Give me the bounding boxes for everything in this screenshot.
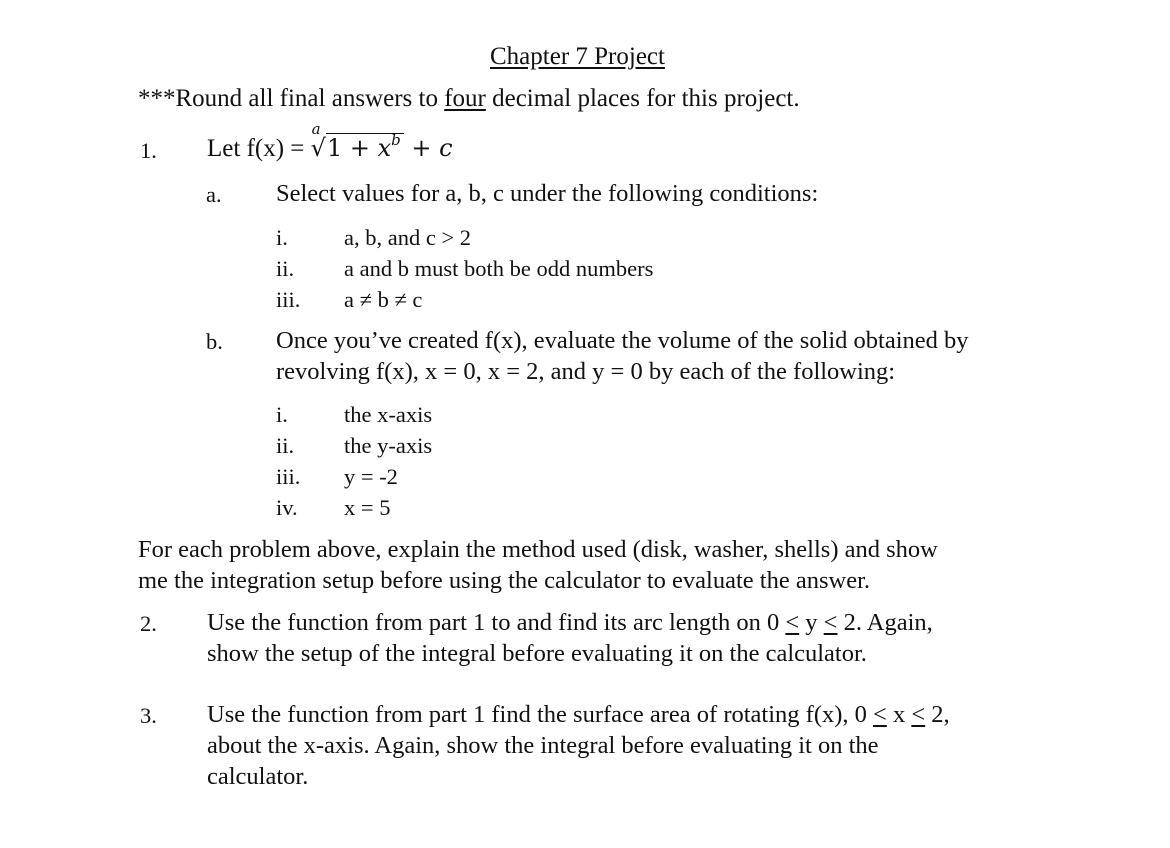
less-equal-symbol: < — [823, 609, 838, 636]
problem-2-line-1 — [207, 611, 933, 636]
problem-2-number: 2. — [140, 611, 157, 636]
function-formula — [310, 120, 453, 162]
axis-numeral: ii. — [276, 433, 295, 458]
problem-3-line-3: calculator. — [207, 763, 309, 790]
condition-text: a, b, and c > 2 — [344, 225, 472, 250]
nth-root: a $√1 + x^b$ — [311, 136, 404, 160]
problem-3-line-2: about the x-axis. Again, show the integral before evaluating it on the — [207, 732, 879, 759]
problem-2-variable: y — [799, 609, 824, 636]
axis-numeral: iii. — [276, 464, 301, 489]
root-index: a — [311, 120, 321, 138]
problem-3-number: 3. — [140, 703, 157, 728]
condition-numeral: ii. — [276, 256, 295, 281]
followup-line-1: For each problem above, explain the method used (disk, washer, shells) and show — [138, 536, 938, 563]
exponent: b — [391, 131, 401, 149]
problem-3-text-b: 2, — [925, 701, 950, 728]
function-let: Let f(x) = — [207, 135, 305, 162]
axis-text: x = 5 — [344, 495, 391, 520]
instruction-suffix: decimal places for this project. — [485, 85, 800, 112]
problem-1-function — [207, 120, 453, 162]
problem-3-line-1 — [207, 703, 950, 728]
problem-2-text-a: Use the function from part 1 to and find its arc length on 0 — [207, 609, 786, 636]
part-b-line-2: revolving f(x), x = 0, x = 2, and y = 0 by each of the following: — [276, 358, 896, 385]
problem-2-text-b: 2. Again, — [837, 609, 933, 636]
instruction-prefix: ***Round all final answers to — [138, 85, 445, 112]
part-a-text: Select values for a, b, c under the following conditions: — [276, 180, 819, 207]
less-equal-symbol: < — [785, 609, 800, 636]
problem-3-variable: x — [886, 701, 912, 728]
axis-numeral: iv. — [276, 495, 298, 520]
page-title: Chapter 7 Project — [490, 43, 665, 70]
radicand-one: 1 + — [326, 134, 378, 162]
problem-3-text-a: Use the function from part 1 find the surface area of rotating f(x), 0 — [207, 701, 874, 728]
part-a-letter: a. — [206, 182, 222, 207]
problem-2-line-2: show the setup of the integral before evaluating it on the calculator. — [207, 640, 867, 667]
radicand-x: x — [377, 134, 392, 162]
axis-text: the y-axis — [344, 433, 433, 458]
part-b-letter: b. — [206, 329, 223, 354]
condition-numeral: i. — [276, 225, 288, 250]
plus-c: + c — [411, 134, 453, 162]
instruction-emphasis: four — [444, 85, 486, 112]
less-equal-symbol: < — [873, 701, 887, 728]
condition-numeral: iii. — [276, 287, 301, 312]
radicand — [326, 133, 404, 162]
followup-line-2: me the integration setup before using the calculator to evaluate the answer. — [138, 567, 871, 594]
part-b-line-1: Once you’ve created f(x), evaluate the volume of the solid obtained by — [276, 327, 969, 354]
condition-text: a and b must both be odd numbers — [344, 256, 654, 281]
problem-1-number: 1. — [140, 138, 157, 163]
axis-text: y = -2 — [344, 464, 398, 489]
condition-text: a ≠ b ≠ c — [344, 287, 423, 312]
less-equal-symbol: < — [911, 701, 926, 728]
instruction-text — [138, 86, 800, 111]
axis-numeral: i. — [276, 402, 288, 427]
axis-text: the x-axis — [344, 402, 433, 427]
